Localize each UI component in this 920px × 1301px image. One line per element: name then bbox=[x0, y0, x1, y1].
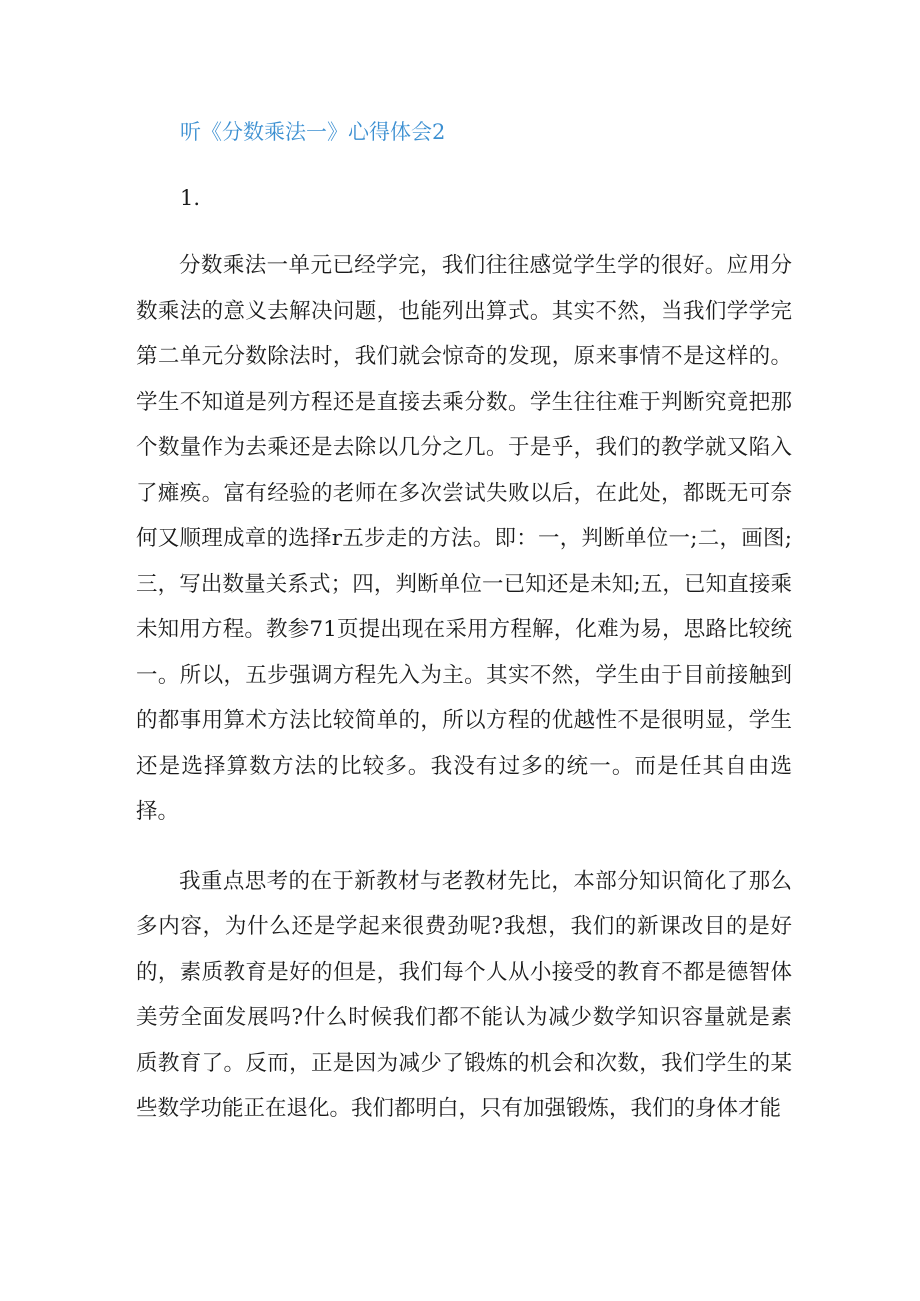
document-title: 听《分数乘法一》心得体会2 bbox=[180, 120, 446, 144]
document-page bbox=[136, 110, 792, 1132]
paragraph-1: 分数乘法一单元已经学完，我们往往感觉学生学的很好。应用分数乘法的意义去解决问题，也能列出算式。其实不然，当我们学学完第二单元分数除法时，我们就会惊奇的发现，原来事情不是这样的。学生不知道是列方程还是直接去乘分数。学生往往难于判断究竟把那个数量作为去乘还是去除以几分之几。于是乎，我们的教学就又陷入了瘫痪。富有经验的老师在多次尝试失败以后，在此处，都既无可奈何又顺理成章的选择r五步走的方法。即：一，判断单位一;二，画图;三，写出数量关系式；四，判断单位一已知还是未知;五，已知直接乘未知用方程。教参71页提出现在采用方程解，化难为易，思路比较统一。所以，五步强调方程先入为主。其实不然，学生由于目前接触到的都事用算术方法比较简单的，所以方程的优越性不是很明显，学生还是选择算数方法的比较多。我没有过多的统一。而是任其自由选择。 bbox=[136, 253, 792, 824]
item-number: 1. bbox=[180, 186, 201, 210]
paragraph-2: 我重点思考的在于新教材与老教材先比，本部分知识简化了那么多内容，为什么还是学起来很费劲呢?我想，我们的新课改目的是好的，素质教育是好的但是，我们每个人从小接受的教育不都是德智体美劳全面发展吗?什么时候我们都不能认为减少数学知识容量就是素质教育了。反而，正是因为减少了锻炼的机会和次数，我们学生的某些数学功能正在退化。我们都明白，只有加强锻炼，我们的身体才能 bbox=[136, 868, 792, 1121]
